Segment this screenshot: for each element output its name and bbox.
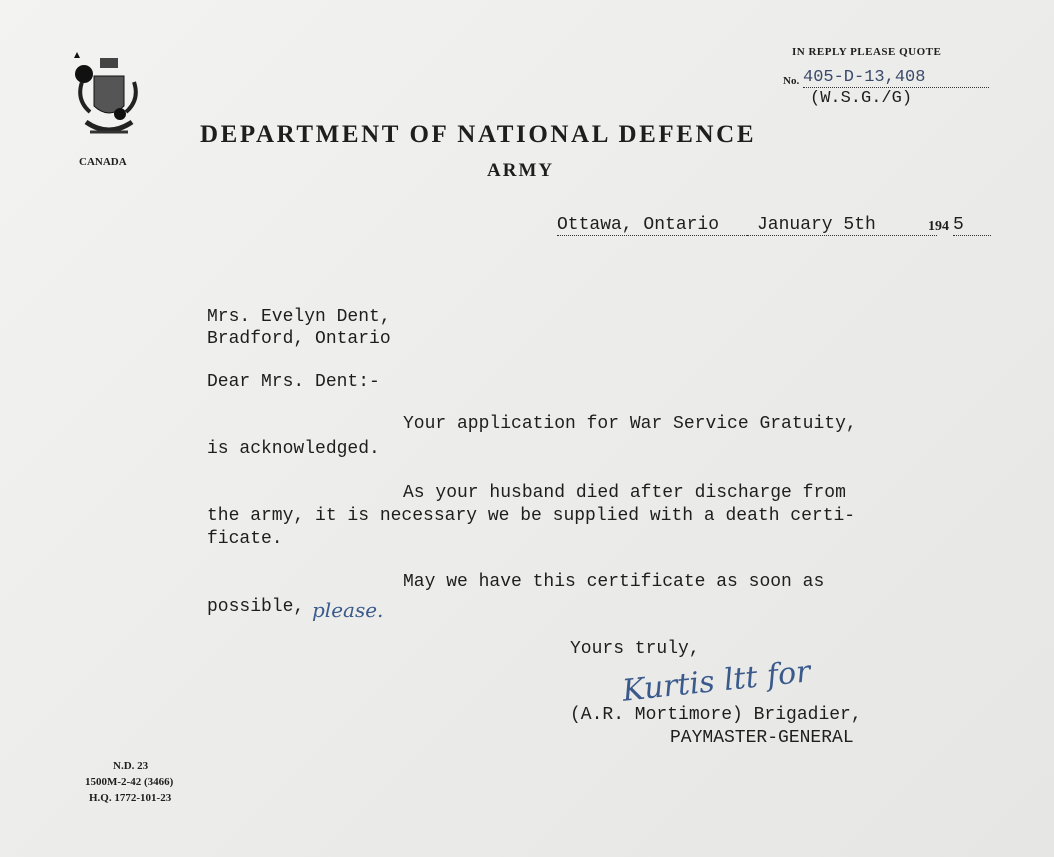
department-heading: DEPARTMENT OF NATIONAL DEFENCE [200, 121, 757, 148]
branch-heading: ARMY [487, 160, 555, 181]
signer-title: PAYMASTER-GENERAL [670, 728, 854, 748]
body-line: May we have this certificate as soon as [403, 572, 825, 592]
form-hq-code: H.Q. 1772-101-23 [89, 792, 172, 804]
handwritten-please: please. [312, 598, 384, 622]
body-line: possible, [207, 597, 305, 617]
signer-name: (A.R. Mortimore) Brigadier, [570, 705, 862, 725]
file-number: 405-D-13,408 [803, 68, 989, 88]
body-line: the army, it is necessary we be supplied with a death certi- [207, 506, 856, 526]
form-number: N.D. 23 [113, 760, 149, 772]
valediction: Yours truly, [570, 639, 700, 659]
dateline-date: January 5th [747, 215, 937, 236]
file-suffix: (W.S.G./G) [810, 89, 913, 108]
file-number-prefix: No. [783, 75, 800, 87]
dateline-year-prefix: 194 [928, 219, 949, 234]
signature: Kurtis ltt for [620, 654, 813, 709]
dateline-year-digit: 5 [953, 215, 991, 236]
body-line: is acknowledged. [207, 439, 380, 459]
salutation: Dear Mrs. Dent:- [207, 372, 380, 392]
recipient-address: Bradford, Ontario [207, 329, 391, 349]
dateline-place: Ottawa, Ontario [557, 215, 747, 236]
body-line: As your husband died after discharge from [403, 483, 846, 503]
form-print-code: 1500M-2-42 (3466) [85, 776, 174, 788]
body-line: ficate. [207, 529, 283, 549]
recipient-name: Mrs. Evelyn Dent, [207, 307, 391, 327]
body-line: Your application for War Service Gratuity, [403, 414, 857, 434]
reply-label: IN REPLY PLEASE QUOTE [792, 46, 942, 58]
coat-of-arms-emblem [72, 52, 142, 152]
emblem-label: CANADA [79, 156, 127, 168]
